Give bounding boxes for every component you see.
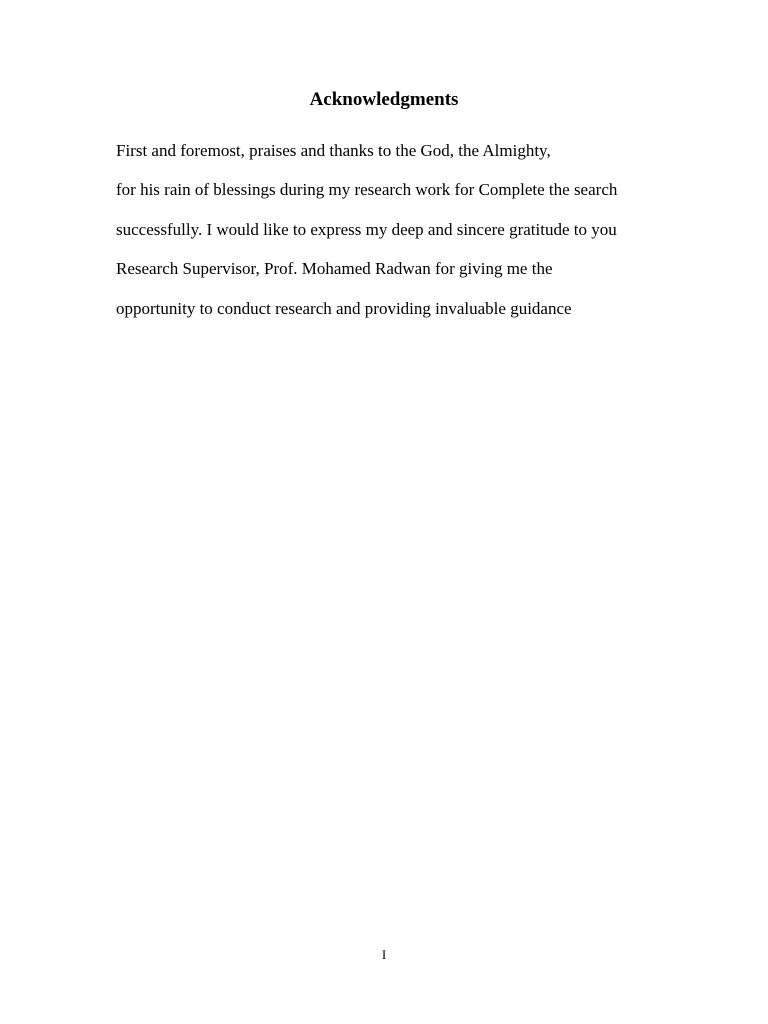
acknowledgment-paragraph — [116, 131, 676, 328]
page-title: Acknowledgments — [309, 89, 459, 110]
paragraph-line-3: successfully. I would like to express my deep and sincere gratitude to you — [116, 219, 617, 239]
paragraph-line-1: First and foremost, praises and thanks to the God, the Almighty, — [116, 141, 551, 160]
page-number: I — [381, 947, 387, 962]
paragraph-line-2: for his rain of blessings during my research work for Complete the search — [116, 180, 618, 200]
paragraph-line-5: opportunity to conduct research and providing invaluable guidance — [116, 298, 572, 318]
paragraph-line-4: Research Supervisor, Prof. Mohamed Radwan for giving me the — [116, 259, 553, 279]
